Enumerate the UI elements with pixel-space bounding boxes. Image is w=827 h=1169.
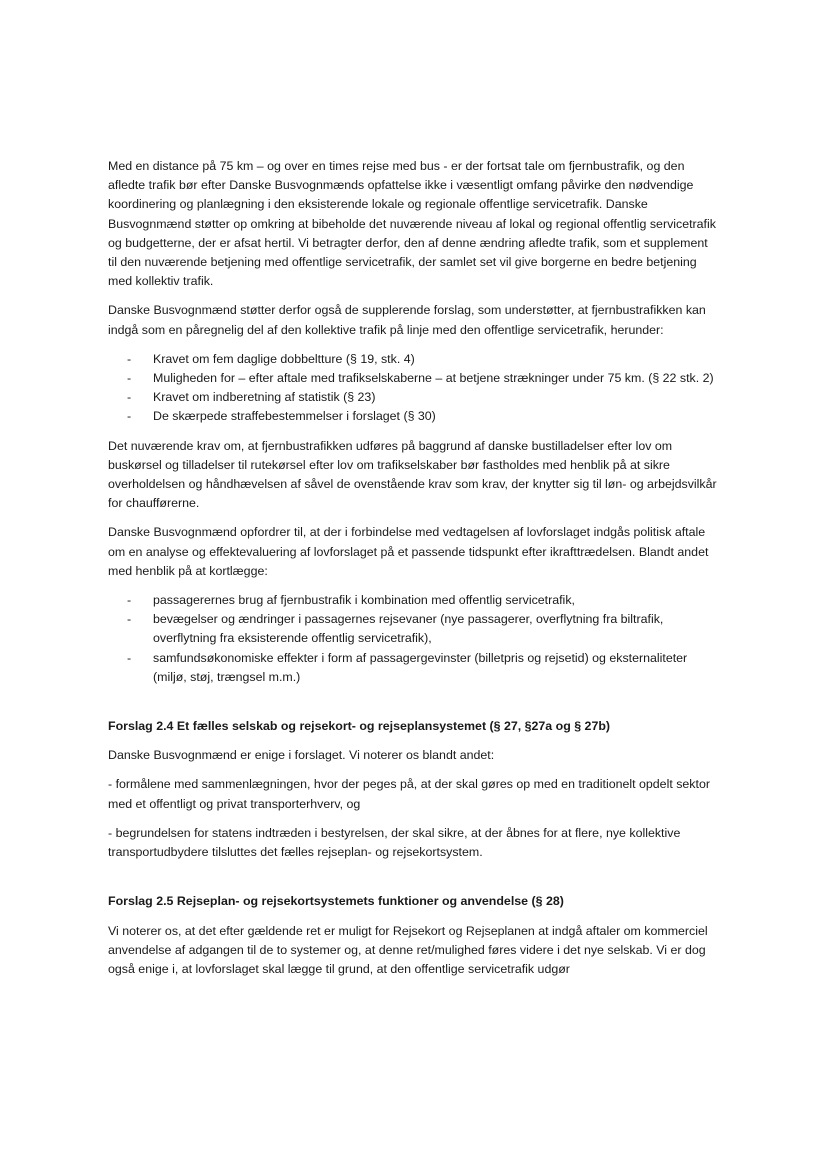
paragraph: Vi noterer os, at det efter gældende ret er muligt for Rejsekort og Rejseplanen at indgå aftaler om kommerciel anvendelse af adgangen til de to systemer og, at denne ret/mulighed føres videre i det nye selskab. Vi er dog også enige i, at lovforslaget skal lægge til grund, at den offentlige servicetrafik udgør — [108, 923, 708, 976]
list-item-text: De skærpede straffebestemmelser i forslaget (§ 30) — [153, 409, 436, 424]
list-item — [108, 610, 720, 648]
list-item — [108, 407, 720, 426]
paragraph: - formålene med sammenlægningen, hvor der peges på, at der skal gøres op med en traditionelt opdelt sektor med et offentligt og privat transporterhverv, og — [108, 777, 710, 811]
list-item — [108, 649, 720, 687]
list-item-text: Kravet om fem daglige dobbeltture (§ 19, stk. 4) — [153, 351, 415, 366]
list-item-text: Muligheden for – efter aftale med trafikselskaberne – at betjene strækninger under 75 km. (§ 22 stk. 2) — [153, 371, 714, 386]
list-item-text: Kravet om indberetning af statistik (§ 23) — [153, 390, 376, 405]
dash-bullet: - — [127, 650, 132, 665]
paragraph: Danske Busvognmænd støtter derfor også de supplerende forslag, som understøtter, at fjernbustrafikken kan indgå som en påregnelig del af den kollektive trafik på linje med den offentlige servicetrafik, herunder: — [108, 303, 706, 337]
paragraph: Danske Busvognmænd er enige i forslaget. Vi noterer os blandt andet: — [108, 748, 495, 763]
paragraph: Det nuværende krav om, at fjernbustrafikken udføres på baggrund af danske bustilladelser efter lov om buskørsel og tilladelser til rutekørsel efter lov om trafikselskaber bør fastholdes med henblik på at sikre overholdelsen og håndhævelsen af såvel de ovenstående krav som krav, der knytter sig til løn- og arbejdsvilkår for chaufførerne. — [108, 438, 717, 511]
spacer — [108, 697, 720, 717]
dash-bullet: - — [127, 390, 132, 405]
spacer — [108, 872, 720, 892]
dash-bullet: - — [127, 612, 132, 627]
list-item-text: samfundsøkonomiske effekter i form af passagergevinster (billetpris og rejsetid) og eksternaliteter (miljø, støj, trængsel m.m.) — [153, 650, 688, 684]
paragraph: Danske Busvognmænd opfordrer til, at der i forbindelse med vedtagelsen af lovforslaget indgås politisk aftale om en analyse og effektevaluering af lovforslaget på et passende tidspunkt efter ikrafttrædelsen. Blandt andet med henblik på at kortlægge: — [108, 525, 709, 578]
section-heading: Forslag 2.4 Et fælles selskab og rejsekort- og rejseplansystemet (§ 27, §27a og § 27b) — [108, 719, 611, 734]
list-item — [108, 369, 720, 388]
document-body — [108, 157, 720, 989]
dash-bullet: - — [127, 371, 132, 386]
paragraph: - begrundelsen for statens indtræden i bestyrelsen, der skal sikre, at der åbnes for at flere, nye kollektive transportudbydere tilsluttes det fælles rejseplan- og rejsekortsystem. — [108, 825, 681, 860]
list-item-text: bevægelser og ændringer i passagernes rejsevaner (nye passagerer, overflytning fra biltrafik, overflytning fra eksisterende offentlig servicetrafik), — [153, 612, 664, 646]
list-item — [108, 591, 720, 610]
paragraph: Med en distance på 75 km – og over en times rejse med bus - er der fortsat tale om fjernbustrafik, og den afledte trafik bør efter Danske Busvognmænds opfattelse ikke i væsentligt omfang påvirke den nødvendige koordinering og planlægning i den eksisterende lokale og regionale offentlige servicetrafik. Danske Busvognmænd støtter op omkring at bibeholde det nuværende niveau af lokal og regional offentlig servicetrafik og budgetterne, der er afsat hertil. Vi betragter derfor, den af denne ændring afledte trafik, som et supplement til den nuværende betjening med offentlige servicetrafik, der samlet set vil give borgerne en bedre betjening med kollektiv trafik. — [108, 159, 716, 289]
bullet-list — [108, 350, 720, 427]
section-heading: Forslag 2.5 Rejseplan- og rejsekortsystemets funktioner og anvendelse (§ 28) — [108, 894, 564, 909]
dash-bullet: - — [127, 593, 132, 608]
dash-bullet: - — [127, 351, 132, 366]
bullet-list — [108, 591, 720, 687]
dash-bullet: - — [127, 409, 132, 424]
list-item — [108, 350, 720, 369]
list-item-text: passagerernes brug af fjernbustrafik i kombination med offentlig servicetrafik, — [153, 593, 575, 608]
list-item — [108, 388, 720, 407]
